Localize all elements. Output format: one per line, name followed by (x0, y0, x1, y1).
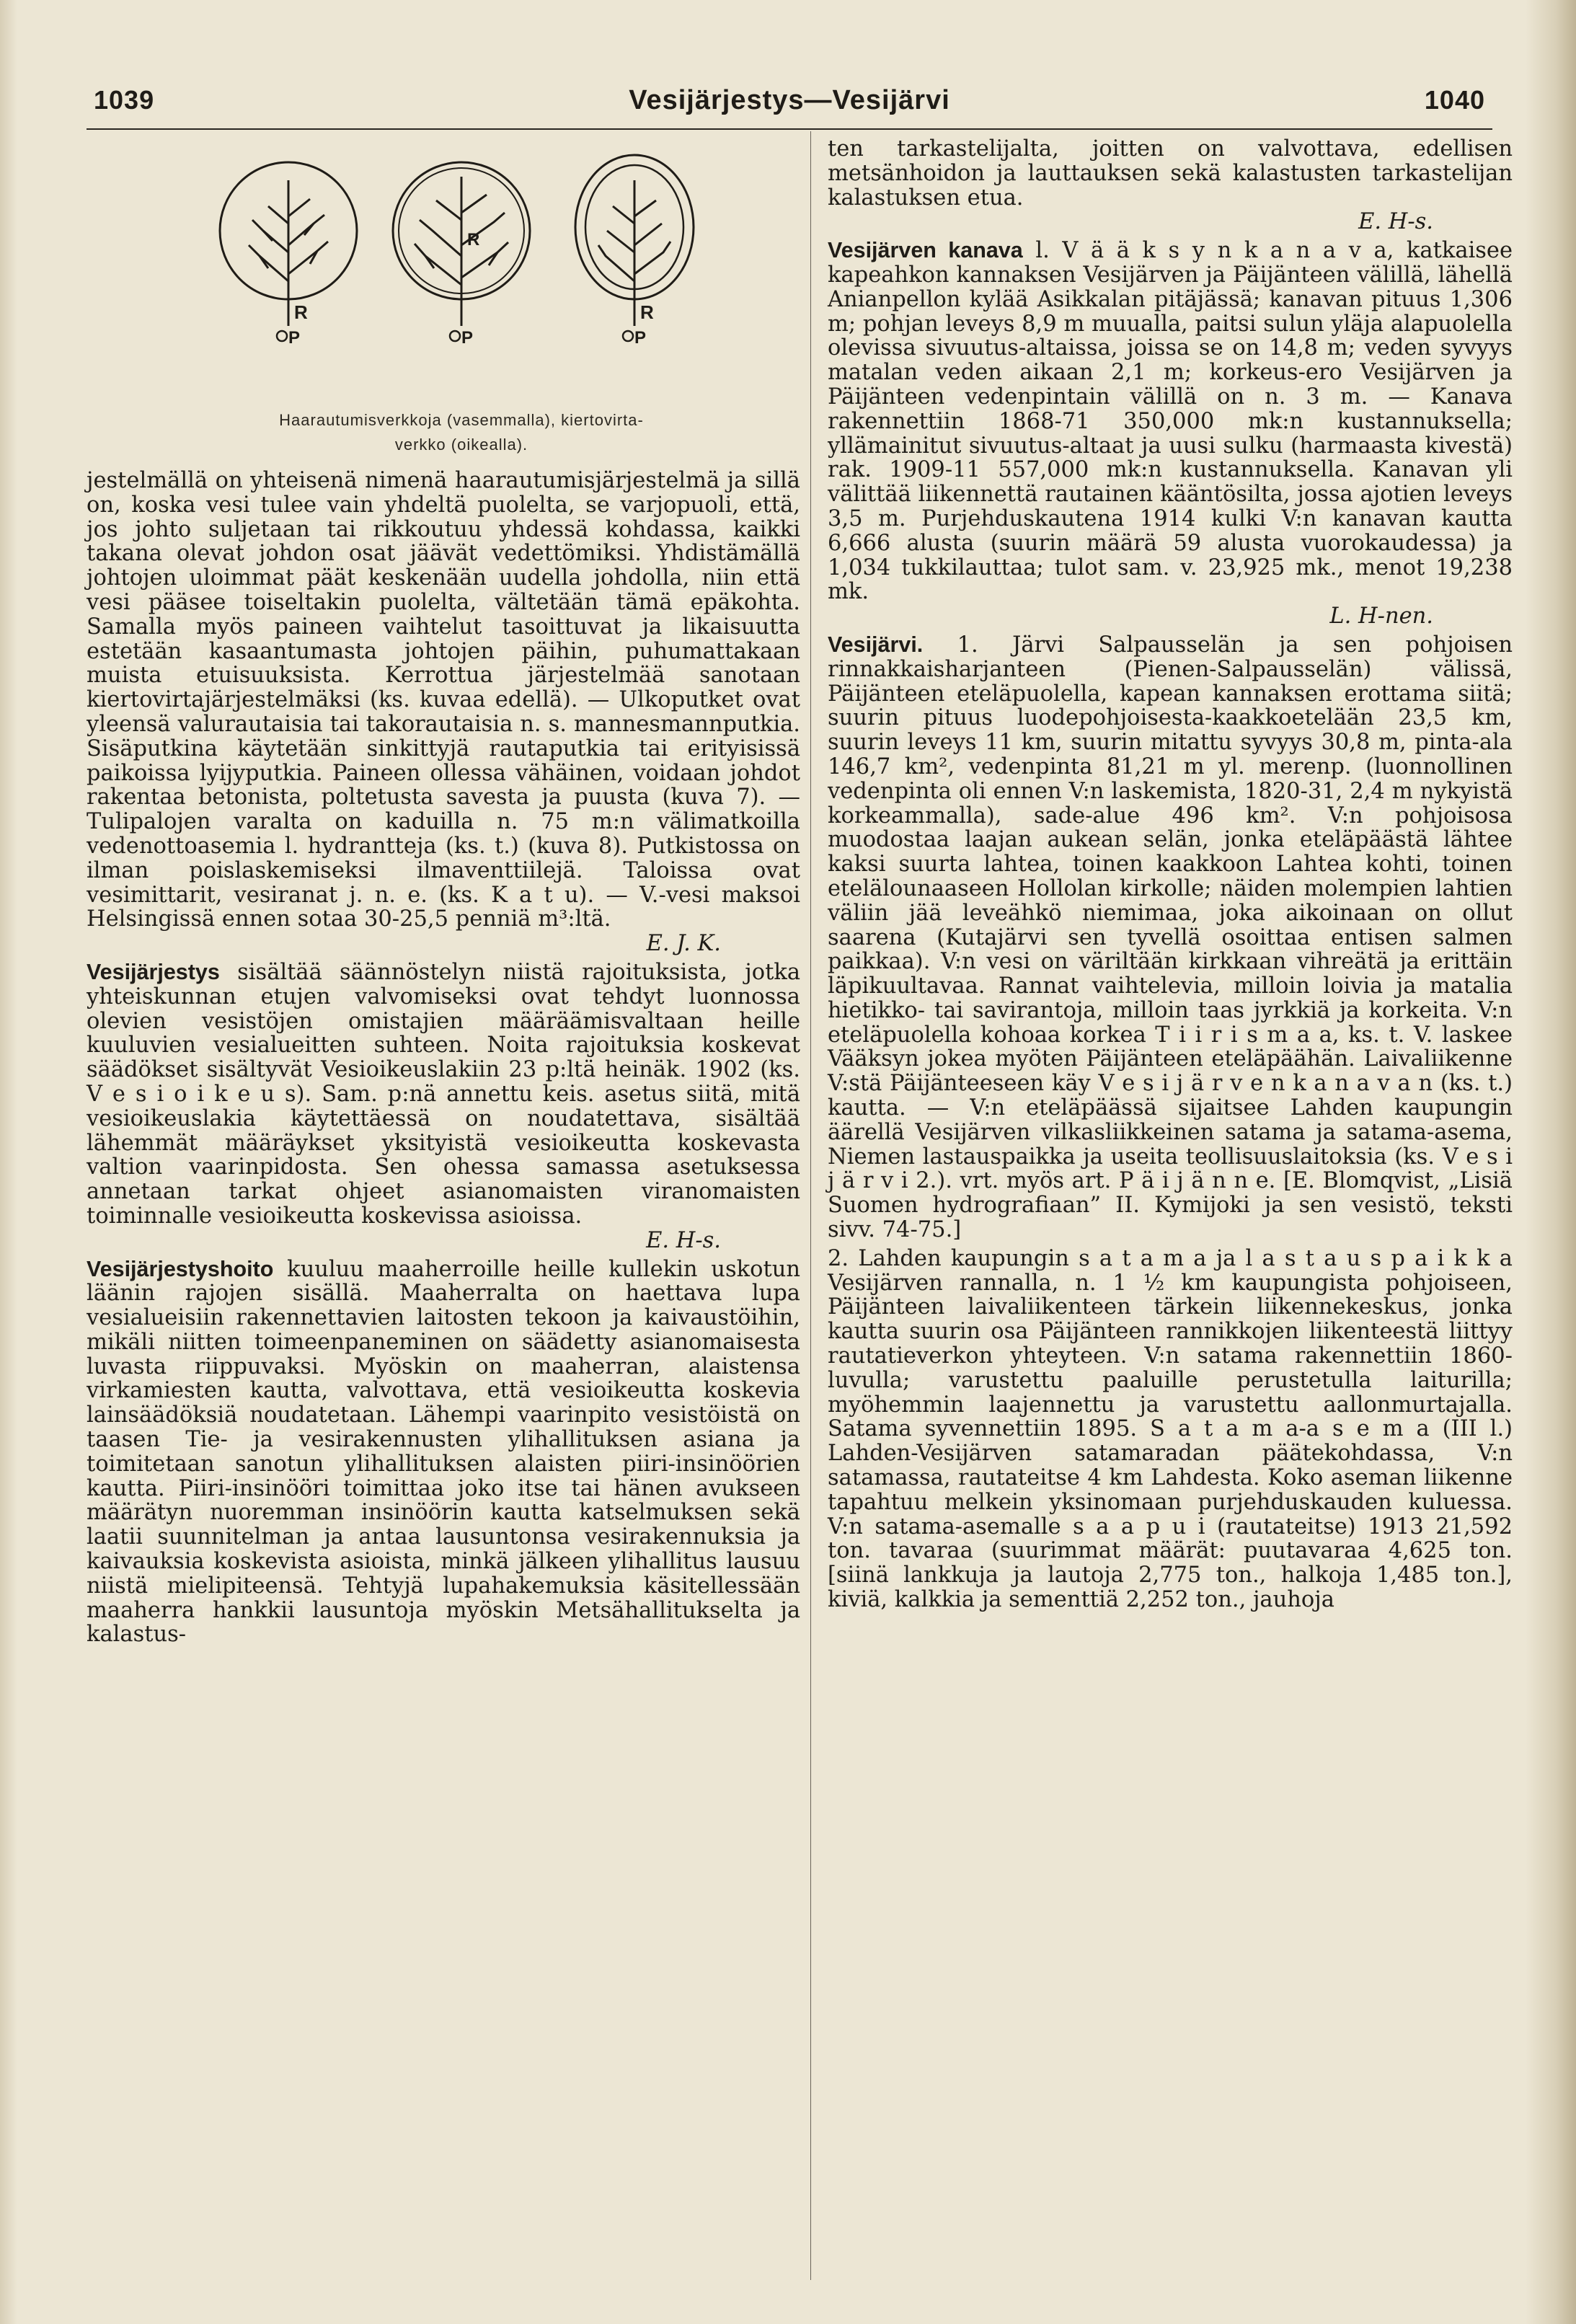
branching-network-2 (393, 162, 530, 341)
entry-body: 1. Järvi Salpausselän ja sen pohjoisen rinnakkaisharjanteen (Pienen-Salpausselän) välissä, Päijänteen eteläpuolella, kapean kannaksen erottama siitä; suurin pituus luodepohjoisesta-kaakkoetelään 23,5 km, suurin leveys 11 km, suurin mitattu syvyys 30,8 m, pinta-ala 146,7 km², vedenpinta 81,21 m yl. merenp. (luonnollinen vedenpinta oli ennen V:n laskemista, 1820-31, 2,4 m nykyistä korkeammalla), sade-alue 496 km². V:n pohjoisosa muodostaa laajan aukean selän, jonka eteläpäästä lähtee kaksi suurta lahtea, toinen kaakkoon Lahtea kohti, toinen etelälounaaseen Hollolan kirkolle; näiden molempien lahtien väliin jää leveähkö niemimaa, joka aikoinaan on ollut saarena (Kutajärvi sen tyvellä osoittaa entisen salmen paikkaa). V:n vesi on väriltään kirkkaan vihreätä ja erittäin läpikuultavaa. Rannat vaihtelevia, milloin loivia ja matalia hietikko- tai savirantoja, milloin taas jyrkkiä ja korkeita. V:n eteläpuolella kohoaa korkea T i i r i s m a a, ks. t. V. laskee Vääksyn jokea myöten Päijänteen eteläpäähän. Laivaliikenne V:stä Päijänteeseen käy V e s i j ä r v e n k a n a v a n (ks. t.) kautta. — V:n eteläpäässä sijaitsee Lahden kaupungin äärellä Vesijärven vilkasliikkeinen satama ja satama-asema, Niemen lastauspaikka ja useita teollisuuslaitoksia (ks. V e s i j ä r v i 2.). vrt. myös art. P ä i j ä n n e. [E. Blomqvist, „Lisiä Suomen hydrografiaan” II. Kymijoki ja sen vesistö, teksti sivv. 74-75.] (828, 632, 1513, 1243)
branching-network-1 (220, 162, 357, 341)
entry-body: kuuluu maaherroille heille kullekin uskotun läänin rajojen sisällä. Maaherralta on haettava lupa vesialueisiin rakennettavien laitosten tekoon ja kaivaustöihin, mikäli niitten toimeenpaneminen on säädetty asianomaisesta luvasta riippuvaksi. Myöskin on maaherran, alaistensa virkamiesten kautta, valvottava, että vesioikeutta koskevia lainsäädöksiä noudatetaan. Lähempi vaarinpito vesistöistä on taasen Tie- ja vesirakennusten ylihallituksen asiana ja toimitetaan sanotun ylihallituksen alaisten piiri-insinöörien kautta. Piiri-insinööri toimittaa joko itse tai hänen avukseen määrätyn nuoremman insinöörin kautta katselmuksen sekä laatii suunnitelman ja antaa lausuntonsa vesirakennuksia ja kaivauksia koskevista asioista, minkä jälkeen ylihallitus lausuu niistä mielipiteensä. Tehtyjä lupahakemuksia käsitellessään maaherra hankkii lausuntoja myöskin Metsähallitukselta ja kalastus- (87, 1256, 800, 1648)
entry-vesijarven-kanava (828, 239, 1513, 604)
label-r-1: R (294, 301, 308, 323)
entry-body: l. V ä ä k s y n k a n a v a, katkaisee kapeahkon kannaksen Vesijärven ja Päijänteen välillä, lähellä Anianpellon kylää Asikkalan pitäjässä; kanavan pituus 1,306 m; pohjan leveys 8,9 m muualla, paitsi sulun yläja alapuolella olevissa sivuutus-altaissa, joissa se on 14,8 m; veden syvyys matalan veden aikaan 2,1 m; korkeus-ero Vesijärven ja Päijänteen vedenpintain välillä on n. 3 m. — Kanava rakennettiin 1868-71 350,000 mk:n kustannuksella; yllämainitut sivuutus-altaat ja uusi sulku (harmaasta kivestä) rak. 1909-11 557,000 mk:n kustannuksella. Kanavan yli välittää liikennettä rautainen kääntösilta, jossa ajotien leveys 3,5 m. Purjehduskautena 1914 kulki V:n kanavan kautta 6,666 alusta (suurin määrä 59 alusta vuorokaudessa) ja 1,034 tukkilauttaa; tulot sam. v. 23,925 mk., menot 19,238 mk. (828, 238, 1513, 605)
header-rule (87, 128, 1492, 130)
running-header (94, 85, 1485, 128)
entry-vesijarvi (828, 633, 1513, 1242)
label-r-3: R (640, 301, 654, 323)
author-signature: E. H-s. (646, 1227, 721, 1253)
entry-headword: Vesijärjestyshoito (87, 1256, 274, 1281)
caption-line-1: Haarautumisverkkoja (vasemmalla), kiertovirta- (279, 411, 644, 429)
paragraph-water-supply: jestelmällä on yhteisenä nimenä haarautumisjärjestelmä ja sillä on, koska vesi tulee vain yhdeltä puolelta, se varjopuoli, että, jos johto suljetaan tai rikkoutuu yhdessä kohdassa, kaikki takana olevat johdon osat jäävät vedettömiksi. Yhdistämällä johtojen uloimmat päät keskenään uudella johdolla, niin että vesi pääsee toiseltakin puolelta, vältetään tämä epäkohta. Samalla myös paineen vaihtelut tasoittuvat ja likaisuutta estetään kasaantumasta johtojen päihin, puhumattakaan muista etuisuuksista. Kerrottua järjestelmää sanotaan kiertovirtajärjestelmäksi (ks. kuvaa edellä). — Ulkoputket ovat yleensä valurautaisia tai takorautaisia n. s. mannesmannputkia. Sisäputkina käytetään sinkittyjä rautaputkia tai erityisissä paikoissa lyijyputkia. Paineen ollessa vähäinen, voidaan johdot rakentaa betonista, poltetusta savesta ja puusta (kuva 7). — Tulipalojen varalta on kaduilla n. 75 m:n välimatkoilla vedenottoasemia l. hydrantteja (ks. t.) (kuva 8). Putkistossa on ilman poislaskemiseksi ilmaventtiilejä. Taloissa ovat vesimittarit, vesiranat j. n. e. (ks. K a t u). — V.-vesi maksoi Helsingissä ennen sotaa 30-25,5 penniä m³:ltä. (87, 468, 800, 932)
running-title: Vesijärjestys—Vesijärvi (629, 85, 950, 115)
caption-line-2: verkko (oikealla). (394, 436, 528, 454)
scan-shadow-right (1526, 0, 1576, 2324)
entry-vesijarvi-2: 2. Lahden kaupungin s a t a m a ja l a s t a u s p a i k k a Vesijärven rannalla, n. 1 ½ km kaupungista pohjoiseen, Päijänteen laivaliikenteen tärkein liikennekeskus, jonka kautta suurin osa Päijänteen rannikkojen liikenteestä liittyy rautatieverkon yhteyteen. V:n satama rakennettiin 1860-luvulla; varustettu paaluille perustetulla laiturilla; myöhemmin laajennettu ja varustettu aallonmurtajalla. Satama syvennettiin 1895. S a t a m a-a s e m a (III l.) Lahden-Vesijärven satamaradan päätekohdassa, V:n satamassa, rautateitse 4 km Lahdesta. Koko aseman liikenne tapahtuu melkein yksinomaan purjehduskauden kuluessa. V:n satama-asemalle s a a p u i (rautateitse) 1913 21,592 ton. tavaraa (suurimmat määrät: puutavaraa 4,625 ton. [siinä lankkuja ja lautoja 2,775 ton., halkoja 1,485 ton.], kiviä, kalkkia ja sementtiä 2,252 ton., jauhoja (828, 1245, 1513, 1613)
page-number-right: 1040 (1424, 85, 1485, 115)
page-number-left: 1039 (94, 85, 155, 115)
label-p-2: P (461, 328, 474, 348)
right-column (828, 137, 1513, 1612)
entry-headword: Vesijärven kanava (828, 238, 1023, 263)
entry-body: sisältää säännöstelyn niistä rajoituksista, jotka yhteiskunnan etujen valvomiseksi ovat tehdyt luonnossa olevien vesistöjen omistajien määräämisvaltaan heille kuuluvien vesialueitten suhteen. Noita rajoituksia koskevat säädökset sisältyvät Vesioikeuslakiin 23 p:ltä heinäk. 1902 (ks. V e s i o i k e u s). Sam. p:nä annettu keis. asetus siitä, mitä vesioikeuslakia käytettäessä on noudatettava, sisältää lähemmät määräykset yksityistä vesioikeutta koskevasta valtion vaarinpidosta. Sen ohessa samassa asetuksessa annetaan tarkat ohjeet asianomaisten viranomaisten toiminnalle vesioikeutta koskevissa asioissa. (87, 959, 800, 1229)
entry-vesijarjestyshoito (87, 1258, 800, 1648)
entry-headword: Vesijärvi. (828, 632, 924, 657)
entry-vesijarjestys (87, 960, 800, 1229)
left-column (87, 469, 800, 1647)
author-signature: E. H-s. (1358, 209, 1433, 235)
label-p-3: P (634, 328, 647, 348)
column-divider (810, 131, 811, 2280)
author-signature: E. J. K. (646, 931, 721, 957)
figure-caption (151, 408, 771, 457)
entry-headword: Vesijärjestys (87, 959, 220, 984)
paragraph-continuation: ten tarkastelijalta, joitten on valvottava, edellisen metsänhoidon ja lauttauksen sekä kalastusten tarkastelijan kalastuksen etua. (828, 136, 1513, 211)
loop-network (575, 155, 694, 341)
author-signature: L. H-nen. (1329, 604, 1433, 629)
pipe-network-diagrams (209, 137, 714, 411)
scan-shadow-left (0, 0, 17, 2324)
figure-pipe-networks (151, 137, 771, 469)
label-p-1: P (288, 328, 301, 348)
label-r-2: R (467, 230, 480, 249)
